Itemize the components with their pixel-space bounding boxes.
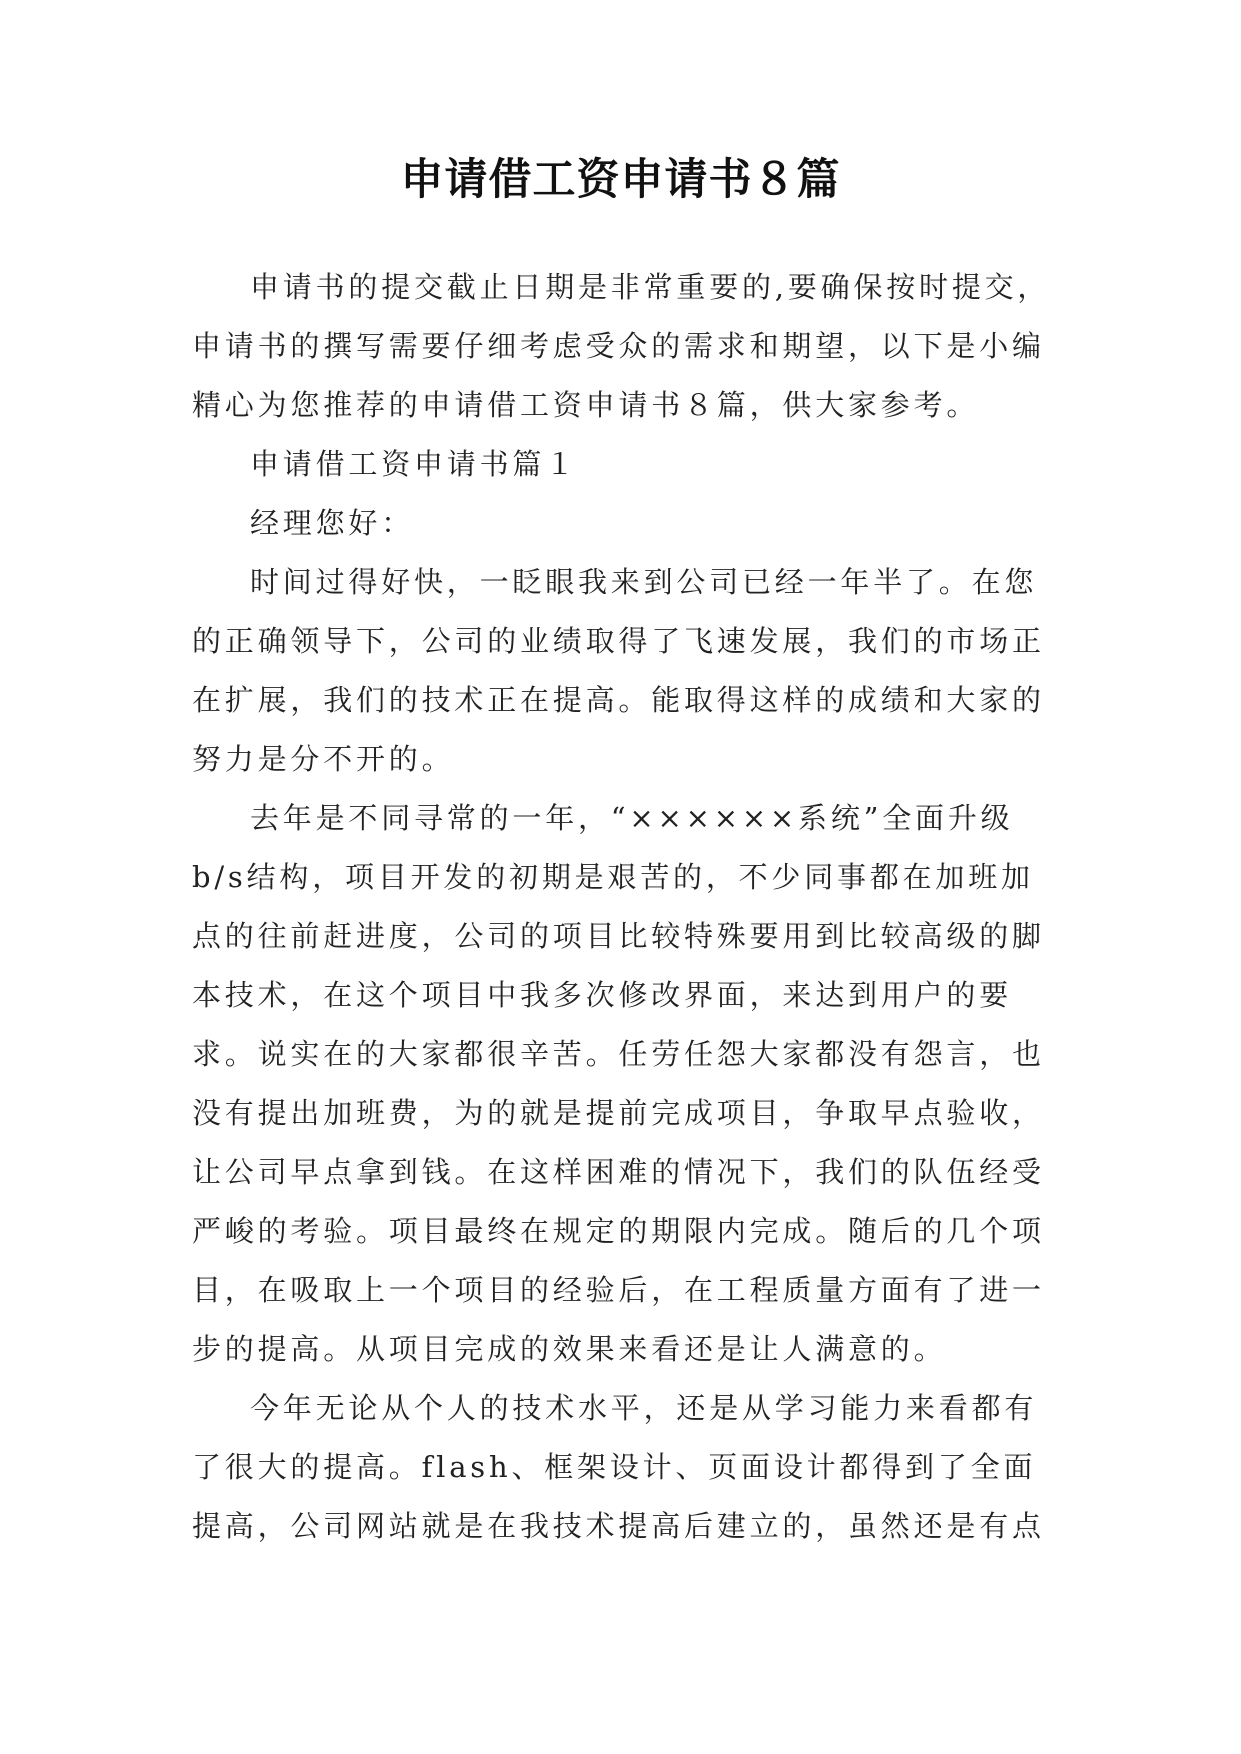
body-paragraph: 时间过得好快，一眨眼我来到公司已经一年半了。在您的正确领导下，公司的业绩取得了飞速发展，我们的市场正在扩展，我们的技术正在提高。能取得这样的成绩和大家的努力是分不开的。 <box>192 565 1045 776</box>
section-heading: 申请借工资申请书篇１ <box>250 447 579 481</box>
body-paragraph: 今年无论从个人的技术水平，还是从学习能力来看都有了很大的提高。flash、框架设计、页面设计都得到了全面提高，公司网站就是在我技术提高后建立的，虽然还是有点 <box>192 1391 1045 1543</box>
body-paragraph: 去年是不同寻常的一年，“××××××系统”全面升级b/s结构，项目开发的初期是艰苦的，不少同事都在加班加点的往前赶进度，公司的项目比较特殊要用到比较高级的脚本技术，在这个项目中我多次修改界面，来达到用户的要求。说实在的大家都很辛苦。任劳任怨大家都没有怨言，也没有提出加班费，为的就是提前完成项目，争取早点验收，让公司早点拿到钱。在这样困难的情况下，我们的队伍经受严峻的考验。项目最终在规定的期限内完成。随后的几个项目，在吸取上一个项目的经验后，在工程质量方面有了进一步的提高。从项目完成的效果来看还是让人满意的。 <box>192 801 1045 1366</box>
intro-paragraph: 申请书的提交截止日期是非常重要的,要确保按时提交，申请书的撰写需要仔细考虑受众的需求和期望，以下是小编精心为您推荐的申请借工资申请书８篇，供大家参考。 <box>192 270 1051 422</box>
document-title: 申请借工资申请书８篇 <box>400 155 841 205</box>
document-body <box>192 258 1054 1556</box>
salutation: 经理您好： <box>250 506 415 540</box>
